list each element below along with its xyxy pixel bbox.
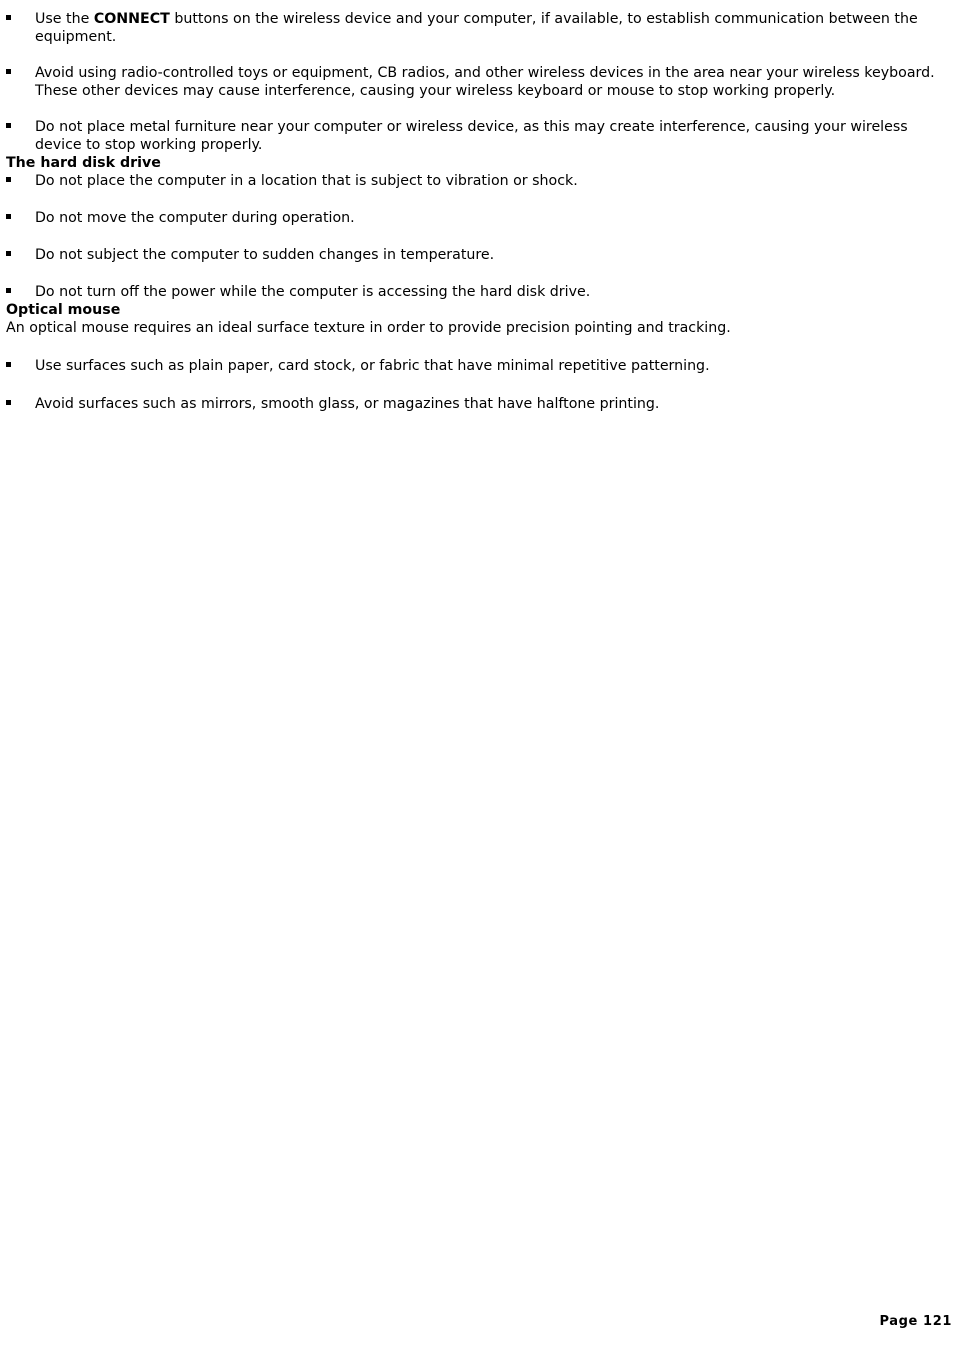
bullet-square-icon xyxy=(6,69,11,74)
item-text: Do not move the computer during operation. xyxy=(35,210,355,226)
bullet-square-icon xyxy=(6,123,11,128)
list-item xyxy=(6,357,941,375)
list-item xyxy=(6,209,941,227)
item-text: Do not place the computer in a location that is subject to vibration or shock. xyxy=(35,173,578,189)
list-item xyxy=(6,64,941,100)
list-item xyxy=(6,395,941,413)
item-text: Do not subject the computer to sudden changes in temperature. xyxy=(35,247,495,263)
bullet-square-icon xyxy=(6,214,11,219)
wireless-tips-list xyxy=(6,10,941,154)
optical-mouse-intro: An optical mouse requires an ideal surface texture in order to provide precision pointing and tracking. xyxy=(6,320,731,336)
bullet-square-icon xyxy=(6,177,11,182)
bullet-square-icon xyxy=(6,400,11,405)
page-content xyxy=(6,10,941,413)
bullet-square-icon xyxy=(6,288,11,293)
bullet-square-icon xyxy=(6,362,11,367)
item-text: Avoid surfaces such as mirrors, smooth glass, or magazines that have halftone printing. xyxy=(35,396,660,412)
bullet-square-icon xyxy=(6,15,11,20)
list-item xyxy=(6,10,941,46)
item-text-suffix: buttons on the wireless device and your computer, if available, to establish communication between the equipment. xyxy=(35,11,918,45)
section-heading-hard-disk: The hard disk drive xyxy=(6,155,161,171)
list-item xyxy=(6,172,941,190)
item-text: Do not turn off the power while the computer is accessing the hard disk drive. xyxy=(35,284,591,300)
section-heading-optical-mouse: Optical mouse xyxy=(6,302,121,318)
list-item xyxy=(6,246,941,264)
item-text: Use surfaces such as plain paper, card stock, or fabric that have minimal repetitive patterning. xyxy=(35,358,710,374)
item-text: Do not place metal furniture near your computer or wireless device, as this may create interference, causing your wireless device to stop working properly. xyxy=(35,119,908,153)
list-item xyxy=(6,118,941,154)
page-number: Page 121 xyxy=(879,1314,952,1329)
hard-disk-list xyxy=(6,172,941,301)
list-item xyxy=(6,283,941,301)
item-text: Avoid using radio-controlled toys or equipment, CB radios, and other wireless devices in the area near your wireless keyboard. These other devices may cause interference, causing your wireless keyboard or mouse to stop working properly. xyxy=(35,65,935,99)
item-text-prefix: Use the xyxy=(35,11,94,27)
connect-button-label: CONNECT xyxy=(93,11,170,27)
optical-mouse-list xyxy=(6,357,941,413)
bullet-square-icon xyxy=(6,251,11,256)
